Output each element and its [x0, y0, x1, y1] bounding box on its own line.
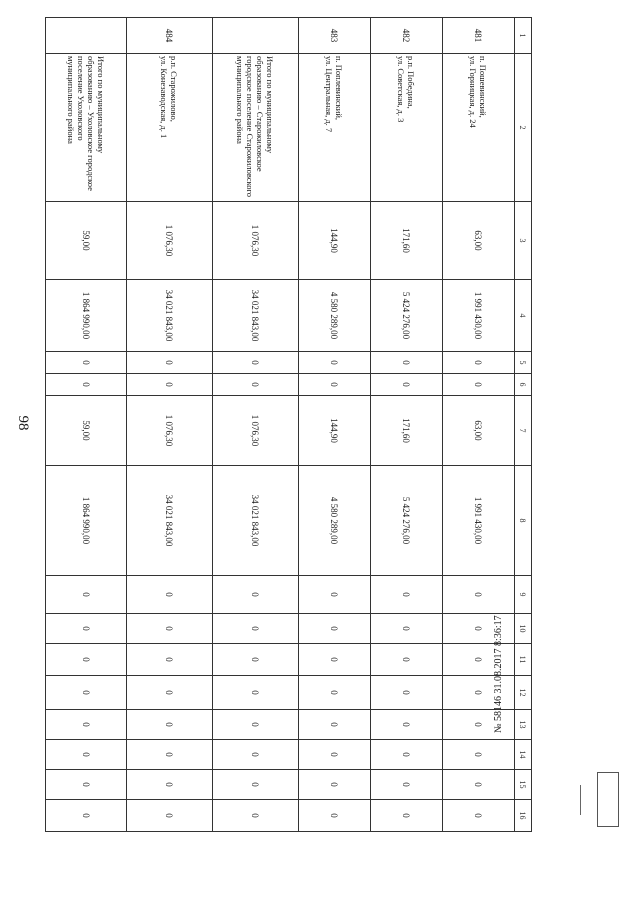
cell-col-7: 1 076,30: [127, 396, 213, 466]
cell-col-15: 0: [443, 770, 515, 800]
cell-col-3: 59,00: [46, 202, 127, 280]
cell-col-10: 0: [371, 614, 443, 644]
column-number-7: 7: [515, 396, 532, 466]
column-number-11: 11: [515, 644, 532, 676]
column-number-15: 15: [515, 770, 532, 800]
cell-col-4: 1 864 990,00: [46, 280, 127, 352]
data-table: [45, 17, 532, 832]
column-number-9: 9: [515, 576, 532, 614]
cell-col-16: 0: [443, 800, 515, 832]
cell-col-13: 0: [46, 710, 127, 740]
cell-col-14: 0: [443, 740, 515, 770]
cell-col-11: 0: [371, 644, 443, 676]
column-number-5: 5: [515, 352, 532, 374]
cell-col-1: 481: [443, 18, 515, 54]
cell-col-5: 0: [46, 352, 127, 374]
cell-col-14: 0: [299, 740, 371, 770]
rotated-table-wrapper: [63, 17, 532, 831]
cell-col-9: 0: [213, 576, 299, 614]
cell-col-7: 144,90: [299, 396, 371, 466]
cell-col-16: 0: [213, 800, 299, 832]
cell-col-9: 0: [371, 576, 443, 614]
cell-col-10: 0: [299, 614, 371, 644]
cell-col-4: 4 580 289,00: [299, 280, 371, 352]
page-number: 98: [15, 415, 31, 431]
column-number-2: 2: [515, 54, 532, 202]
cell-col-15: 0: [371, 770, 443, 800]
cell-col-13: 0: [299, 710, 371, 740]
cell-col-8: 1 864 990,00: [46, 466, 127, 576]
cell-col-7: 1 076,30: [213, 396, 299, 466]
cell-col-10: 0: [46, 614, 127, 644]
cell-col-2: р.п. Победина, ул. Советская, д. 3: [371, 54, 443, 202]
cell-col-11: 0: [443, 644, 515, 676]
column-number-4: 4: [515, 280, 532, 352]
column-number-6: 6: [515, 374, 532, 396]
cell-col-5: 0: [443, 352, 515, 374]
cell-col-6: 0: [213, 374, 299, 396]
cell-col-12: 0: [371, 676, 443, 710]
column-number-16: 16: [515, 800, 532, 832]
cell-col-11: 0: [299, 644, 371, 676]
logo-mark: [580, 785, 597, 815]
cell-col-4: 34 021 843,00: [213, 280, 299, 352]
column-number-14: 14: [515, 740, 532, 770]
cell-col-3: 63,00: [443, 202, 515, 280]
cell-col-8: 34 021 843,00: [213, 466, 299, 576]
cell-col-15: 0: [213, 770, 299, 800]
cell-col-7: 59,00: [46, 396, 127, 466]
table-row: [371, 18, 443, 832]
cell-col-6: 0: [299, 374, 371, 396]
column-number-row: [515, 18, 532, 832]
cell-col-16: 0: [127, 800, 213, 832]
cell-col-9: 0: [443, 576, 515, 614]
cell-col-16: 0: [371, 800, 443, 832]
table-row: [213, 18, 299, 832]
column-number-8: 8: [515, 466, 532, 576]
cell-col-1: [213, 18, 299, 54]
cell-col-1: 484: [127, 18, 213, 54]
cell-col-4: 5 424 276,00: [371, 280, 443, 352]
cell-col-4: 34 021 843,00: [127, 280, 213, 352]
rotated-table-inner: [63, 17, 532, 831]
cell-col-9: 0: [127, 576, 213, 614]
column-number-10: 10: [515, 614, 532, 644]
cell-col-15: 0: [127, 770, 213, 800]
cell-col-14: 0: [371, 740, 443, 770]
cell-col-11: 0: [46, 644, 127, 676]
cell-col-15: 0: [299, 770, 371, 800]
cell-col-2: п. Поплевинский, ул. Центральная, д. 7: [299, 54, 371, 202]
cell-col-12: 0: [299, 676, 371, 710]
cell-col-1: 483: [299, 18, 371, 54]
cell-col-16: 0: [299, 800, 371, 832]
cell-col-11: 0: [127, 644, 213, 676]
cell-col-14: 0: [213, 740, 299, 770]
column-number-3: 3: [515, 202, 532, 280]
cell-col-2: Итого по муниципальному образованию – Старожиловское городское поселение Старожиловского муниципального района: [213, 54, 299, 202]
cell-col-5: 0: [299, 352, 371, 374]
cell-col-5: 0: [127, 352, 213, 374]
cell-col-6: 0: [46, 374, 127, 396]
cell-col-2: Итого по муниципальному образованию – Ухоловское городское поселение Ухоловского муниципального района: [46, 54, 127, 202]
table-row: [46, 18, 127, 832]
column-number-1: 1: [515, 18, 532, 54]
cell-col-12: 0: [127, 676, 213, 710]
cell-col-6: 0: [443, 374, 515, 396]
cell-col-2: р.п. Старожилово, ул. Конезаводская, д. 1: [127, 54, 213, 202]
cell-col-13: 0: [213, 710, 299, 740]
cell-col-10: 0: [213, 614, 299, 644]
cell-col-15: 0: [46, 770, 127, 800]
cell-col-10: 0: [127, 614, 213, 644]
cell-col-13: 0: [443, 710, 515, 740]
cell-col-3: 1 076,30: [127, 202, 213, 280]
cell-col-3: 1 076,30: [213, 202, 299, 280]
cell-col-12: 0: [46, 676, 127, 710]
registration-stamp: [597, 772, 619, 827]
cell-col-8: 5 424 276,00: [371, 466, 443, 576]
cell-col-4: 1 991 430,00: [443, 280, 515, 352]
cell-col-9: 0: [299, 576, 371, 614]
cell-col-6: 0: [371, 374, 443, 396]
cell-col-1: 482: [371, 18, 443, 54]
cell-col-1: [46, 18, 127, 54]
cell-col-7: 171,60: [371, 396, 443, 466]
cell-col-3: 171,60: [371, 202, 443, 280]
cell-col-12: 0: [443, 676, 515, 710]
cell-col-2: п. Пошевинский, ул. Горницкая, д. 24: [443, 54, 515, 202]
table-row: [299, 18, 371, 832]
cell-col-7: 63,00: [443, 396, 515, 466]
cell-col-10: 0: [443, 614, 515, 644]
cell-col-14: 0: [127, 740, 213, 770]
cell-col-3: 144,90: [299, 202, 371, 280]
cell-col-8: 34 021 843,00: [127, 466, 213, 576]
column-number-12: 12: [515, 676, 532, 710]
cell-col-13: 0: [127, 710, 213, 740]
document-registration-id: № 58146 31.08.2017 8:36:17: [493, 615, 504, 733]
cell-col-5: 0: [371, 352, 443, 374]
cell-col-8: 1 991 430,00: [443, 466, 515, 576]
cell-col-14: 0: [46, 740, 127, 770]
cell-col-12: 0: [213, 676, 299, 710]
cell-col-11: 0: [213, 644, 299, 676]
cell-col-6: 0: [127, 374, 213, 396]
column-number-13: 13: [515, 710, 532, 740]
table-row: [127, 18, 213, 832]
cell-col-13: 0: [371, 710, 443, 740]
cell-col-9: 0: [46, 576, 127, 614]
cell-col-8: 4 580 289,00: [299, 466, 371, 576]
cell-col-5: 0: [213, 352, 299, 374]
cell-col-16: 0: [46, 800, 127, 832]
